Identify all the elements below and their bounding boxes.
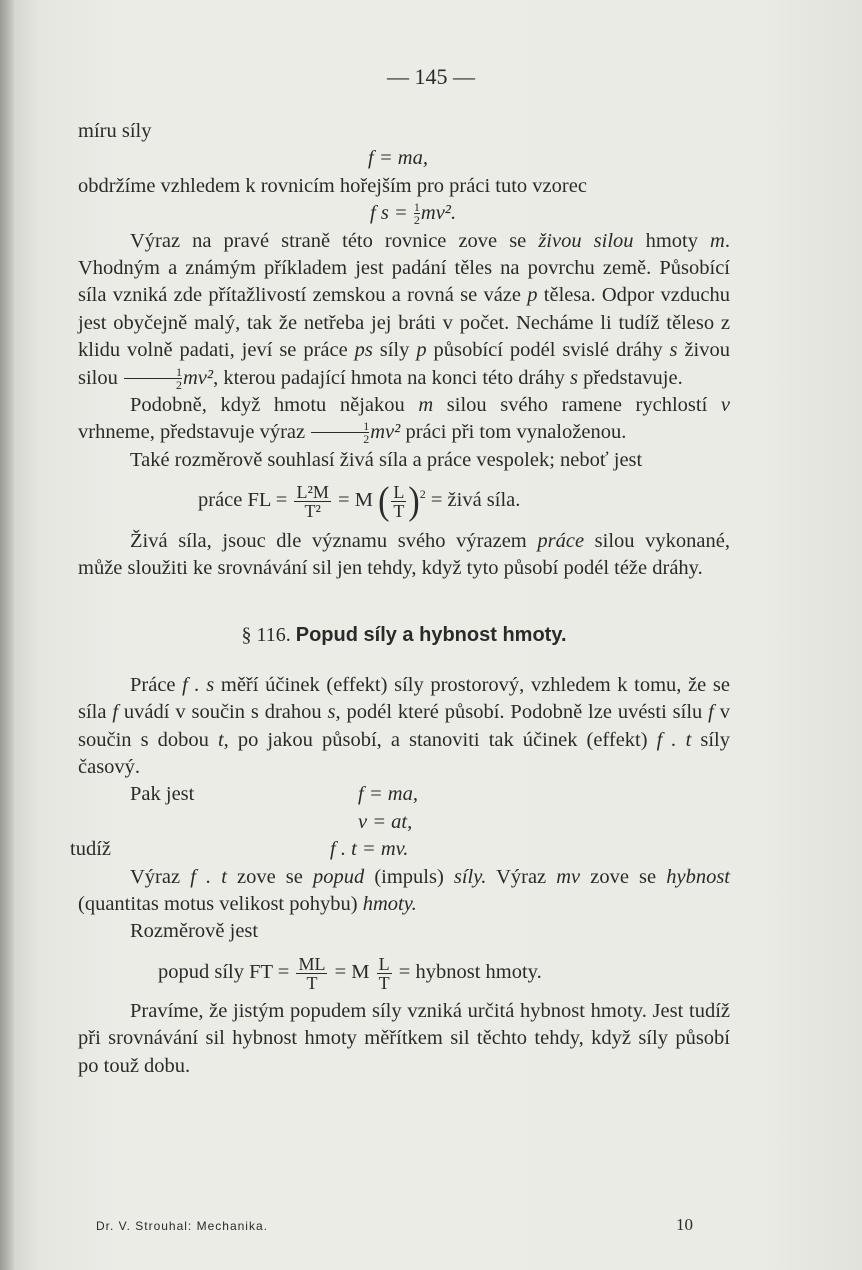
- paragraph: obdržíme vzhledem k rovnicím hořejším pro práci tuto vzorec: [78, 174, 587, 197]
- paragraph: Výraz na pravé straně této rovnice zove se živou silou hmoty m. Vhodným a známým příkladem jest padání těles na povrchu země. Působící síla vzniká zde přítažlivostí zemskou a rovná se váze p tělesa. Odpor vzduchu jest obyčejně malý, tak že netřeba jej bráti v počet. Necháme li tudíž těleso z klidu volně padati, jeví se práce ps síly p působící podél svislé dráhy s živou silou $\frac{1}{2}$ mv², kterou padající hmota na konci této dráhy s představuje.: [78, 229, 730, 392]
- section-title: Popud síly a hybnost hmoty.: [295, 624, 567, 647]
- paragraph: Podobně, když hmotu nějakou m silou svého ramene rychlostí v vrhneme, představuje výraz $\frac{1}{2}$ mv² práci při tom vynaloženou.: [78, 394, 730, 447]
- footer-signature: Dr. V. Strouhal: Mechanika.: [96, 1219, 268, 1233]
- equation: práce FL = $\frac{\text{L²M}}{\text{T²}}$ = M ( $\frac{L}{T}$ )$^2$ = živá síla.: [198, 479, 521, 523]
- equation-row: tudíž f . t = mv.: [70, 838, 409, 861]
- footer-sheet-number: 10: [676, 1215, 693, 1234]
- paragraph: Výraz f . t zove se popud (impuls) síly. Výraz mv zove se hybnost (quantitas motus velikost pohybu) hmoty.: [78, 865, 730, 916]
- section-number: § 116.: [241, 624, 291, 647]
- page-number: — 145 —: [387, 64, 475, 89]
- equation-row: v = at,: [358, 810, 413, 833]
- text-line: Rozměrově jest: [130, 920, 259, 943]
- paragraph: Práce f . s měří účinek (effekt) síly prostorový, vzhledem k tomu, že se síla f uvádí v součin s drahou s, podél které působí. Podobně lze uvésti sílu f v součin s dobou t, po jakou působí, a stanoviti tak účinek (effekt) f . t síly časový.: [78, 673, 730, 779]
- paragraph: Také rozměrově souhlasí živá síla a práce vespolek; neboť jest: [130, 448, 643, 471]
- section-heading: [78, 622, 730, 649]
- page-gutter: [0, 0, 14, 1270]
- equation: f s = $\frac{1}{2}$ mv².: [370, 200, 457, 228]
- text-line: míru síly: [78, 120, 152, 142]
- page-content: [70, 118, 730, 1080]
- paragraph: Živá síla, jsouc dle významu svého výrazem práce silou vykonané, může sloužiti ke srovnávání sil jen tehdy, když tyto působí podél téže dráhy.: [78, 529, 730, 579]
- equation: f = ma,: [368, 147, 428, 170]
- paragraph: Pravíme, že jistým popudem síly vzniká určitá hybnost hmoty. Jest tudíž při srovnávání sil hybnost hmoty měřítkem sil těchto tehdy, když síly působí po touž dobu.: [78, 999, 730, 1077]
- equation: popud síly FT = $\frac{ML}{T}$ = M $\frac{L}{T}$ = hybnost hmoty.: [158, 953, 542, 993]
- equation-row: Pak jest f = ma,: [130, 783, 418, 806]
